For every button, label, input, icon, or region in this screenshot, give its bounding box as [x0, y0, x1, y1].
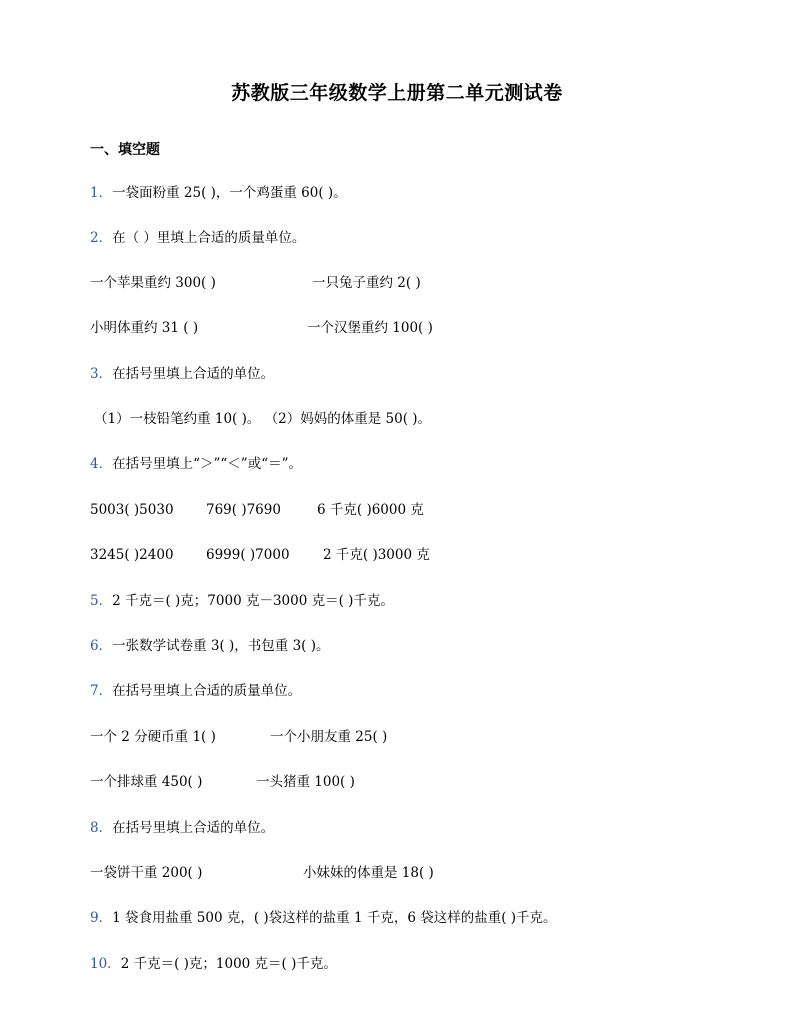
page-title: 苏教版三年级数学上册第二单元测试卷 — [231, 82, 563, 104]
question-10 — [90, 955, 337, 973]
question-item: 小妹妹的体重是 18( ) — [303, 865, 434, 881]
question-number: 4． — [90, 456, 113, 472]
question-1 — [90, 184, 347, 202]
question-item: 小明体重约 31 ( ) — [90, 320, 199, 336]
question-text: 1 袋食用盐重 500 克，( )袋这样的盐重 1 千克，6 袋这样的盐重( )千克。 — [112, 910, 557, 926]
question-number: 7． — [90, 683, 113, 699]
question-text: 在（ ）里填上合适的质量单位。 — [112, 230, 306, 246]
question-text: 一袋面粉重 25( )，一个鸡蛋重 60( )。 — [112, 185, 347, 201]
question-subitems: （1）一枝铅笔约重 10( )。 （2）妈妈的体重是 50( )。 — [94, 411, 432, 427]
question-7 — [90, 682, 301, 700]
question-number: 6． — [90, 638, 113, 654]
question-4 — [90, 455, 302, 473]
question-item: 一袋饼干重 200( ) — [90, 865, 203, 881]
question-9 — [90, 909, 557, 927]
question-6 — [90, 637, 330, 655]
question-2 — [90, 229, 305, 247]
question-item: 一个 2 分硬币重 1( ) — [90, 729, 216, 745]
section-heading: 一、填空题 — [90, 142, 160, 158]
compare-item: 6999( )7000 — [206, 547, 290, 563]
question-number: 5． — [90, 593, 113, 609]
question-text: 一张数学试卷重 3( )，书包重 3( )。 — [112, 638, 330, 654]
compare-item: 3245( )2400 — [90, 547, 174, 563]
question-5 — [90, 592, 394, 610]
compare-item: 2 千克( )3000 克 — [323, 547, 430, 563]
question-text: 2 千克＝( )克；1000 克＝( )千克。 — [120, 956, 337, 972]
question-8 — [90, 819, 274, 837]
question-number: 2． — [90, 230, 113, 246]
question-item: 一个苹果重约 300( ) — [90, 275, 216, 291]
question-number: 8． — [90, 820, 113, 836]
question-number: 9． — [90, 910, 113, 926]
question-item: 一个排球重 450( ) — [90, 774, 203, 790]
question-text: 在括号里填上合适的单位。 — [112, 820, 275, 836]
question-3 — [90, 365, 274, 383]
question-text: 2 千克＝( )克；7000 克－3000 克＝( )千克。 — [112, 593, 394, 609]
question-number: 3． — [90, 366, 113, 382]
question-text: 在括号里填上“＞”“＜”或“＝”。 — [112, 456, 303, 472]
question-number: 1． — [90, 185, 113, 201]
question-item: 一个汉堡重约 100( ) — [307, 320, 433, 336]
question-number: 10． — [90, 956, 121, 972]
compare-item: 6 千克( )6000 克 — [317, 502, 424, 518]
compare-item: 769( )7690 — [206, 502, 281, 518]
question-item: 一个小朋友重 25( ) — [270, 729, 388, 745]
question-item: 一头猪重 100( ) — [256, 774, 355, 790]
compare-item: 5003( )5030 — [90, 502, 174, 518]
question-item: 一只兔子重约 2( ) — [312, 275, 421, 291]
question-text: 在括号里填上合适的单位。 — [112, 366, 275, 382]
question-text: 在括号里填上合适的质量单位。 — [112, 683, 302, 699]
